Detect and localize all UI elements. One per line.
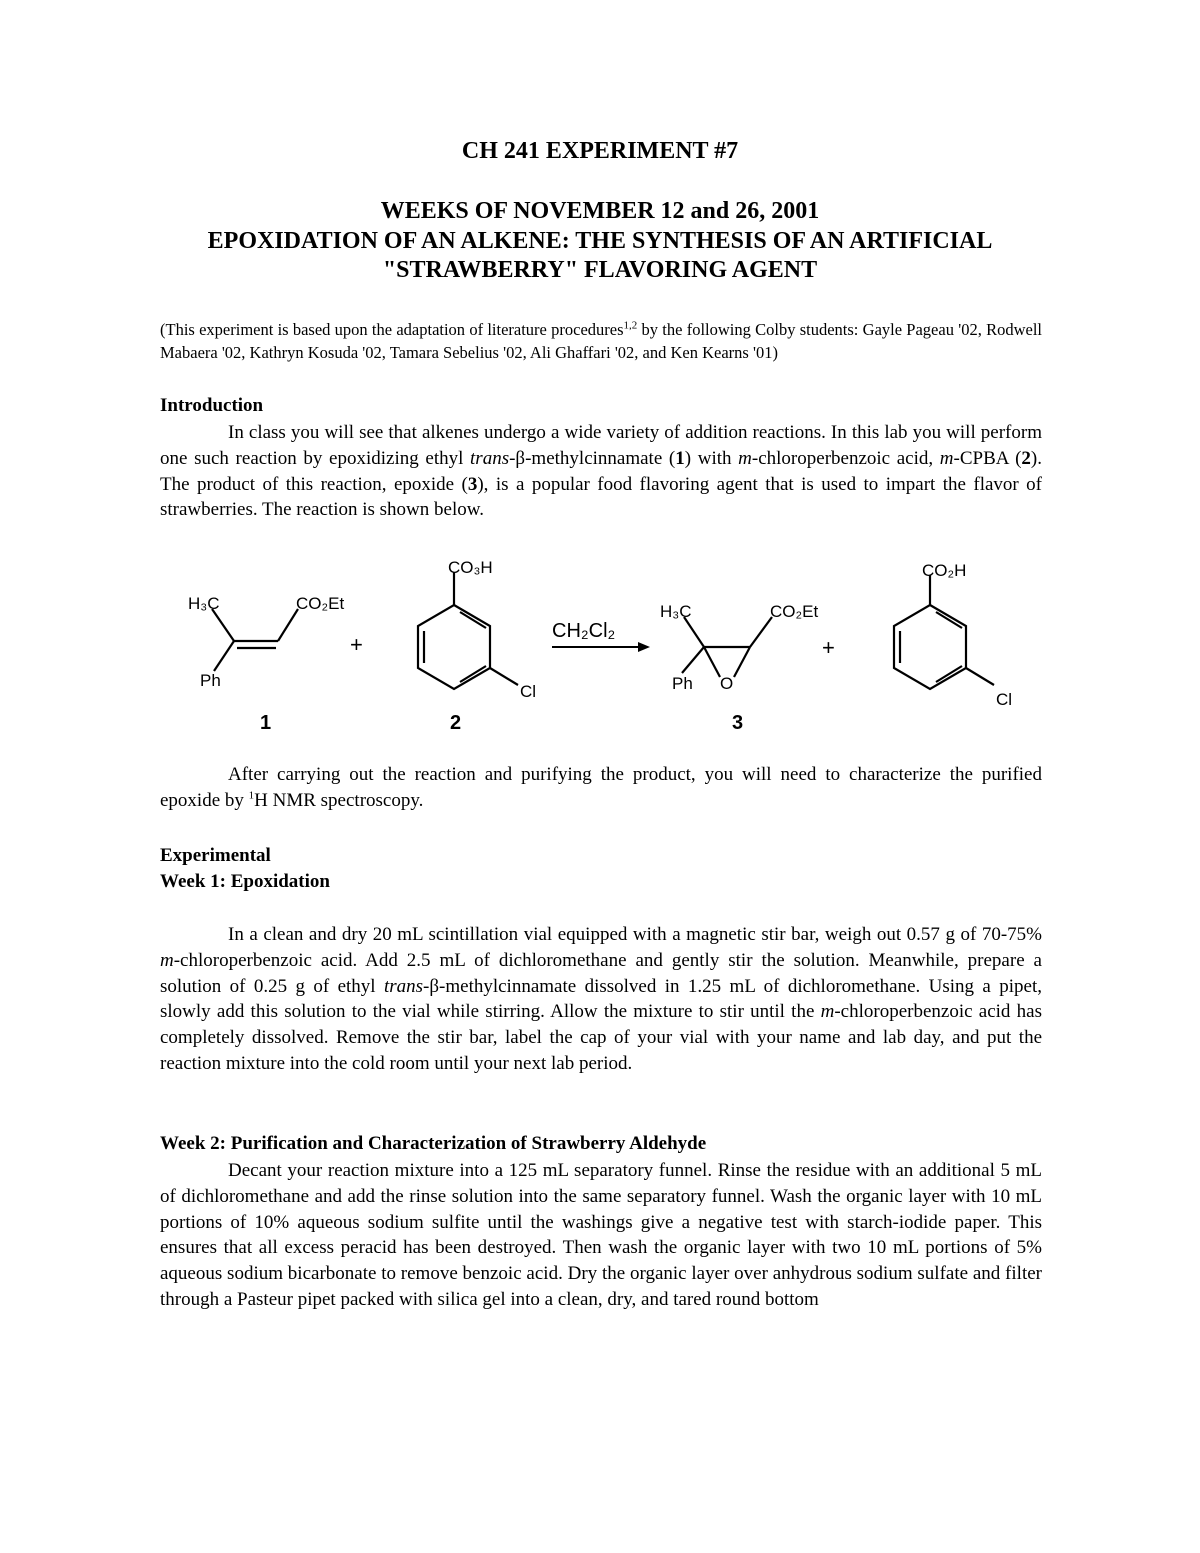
credit-text: (This experiment is based upon the adaptation of literature procedures: [160, 320, 624, 339]
intro-trans: trans: [470, 447, 510, 469]
credit-text-continued: by the following Colby students: Gayle Pageau '02, Rodwell Mabaera '02, Kathryn Kosuda '02, Tamara Sebelius '02, Ali Ghaffari '02, and Ken Kearns '01): [160, 320, 1042, 362]
week1-text-d: -chloroperbenzoic acid has completely dissolved. Remove the stir bar, label the cap of your vial with your name and lab day, and put the reaction mixture into the cold room until your next lab period.: [160, 1001, 1042, 1074]
compound-ref-2: 2: [1021, 447, 1031, 469]
intro-text-f: ). The product of this reaction, epoxide (: [160, 447, 1042, 495]
week2-heading: Week 2: Purification and Characterization of Strawberry Aldehyde: [160, 1133, 707, 1154]
epoxide-h3c: H₃C: [660, 602, 692, 621]
week1-text-a: In a clean and dry 20 mL scintillation vial equipped with a magnetic stir bar, weigh out 0.57 g of 70-75%: [228, 924, 1042, 945]
plus-sign-2: +: [822, 635, 835, 660]
characterization-text-b: H NMR spectroscopy.: [254, 789, 424, 811]
reaction-arrowhead: [638, 642, 650, 652]
intro-text-e: -CPBA (: [953, 447, 1022, 469]
week1-paragraph: [160, 922, 1042, 1077]
week1-meta-2: m: [820, 1001, 835, 1023]
epoxide-ph: Ph: [672, 674, 693, 693]
compound-label-1: 1: [260, 712, 272, 734]
week1-text-b: -chloroperbenzoic acid. Add 2.5 mL of dichloromethane and gently stir the solution. Meanwhile, prepare a solution of 0.25 g of ethyl: [160, 949, 1042, 997]
characterization-text: After carrying out the reaction and purifying the product, you will need to characterize the purified epoxide by: [160, 764, 1042, 811]
experimental-heading: Experimental: [160, 845, 271, 866]
week1-trans: trans: [383, 975, 424, 997]
intro-text-c: ) with: [684, 447, 739, 469]
compound-ref-1: 1: [675, 447, 685, 469]
compound-ref-3: 3: [467, 473, 478, 495]
alkene-co2et: CO₂Et: [296, 594, 345, 613]
epoxide-co2et: CO₂Et: [770, 602, 819, 621]
intro-text-b: -β-methylcinnamate (: [509, 447, 676, 469]
nmr-superscript: 1: [248, 789, 255, 802]
intro-meta-2: m: [939, 447, 954, 469]
reaction-scheme-drawing: [160, 545, 1042, 745]
compound-label-3: 3: [732, 712, 744, 734]
mcpba-cl: Cl: [520, 682, 537, 701]
reagent-label: CH₂Cl₂: [552, 620, 616, 642]
mcba-ring: [894, 575, 994, 689]
week1-meta-1: m: [160, 949, 174, 971]
alkene-ph: Ph: [200, 671, 221, 690]
plus-sign-1: +: [350, 632, 363, 657]
epoxide-oxygen: O: [720, 674, 734, 693]
introduction-heading: Introduction: [160, 395, 264, 416]
experiment-subtitle-line1: EPOXIDATION OF AN ALKENE: THE SYNTHESIS OF AN ARTIFICIAL: [207, 228, 993, 254]
experiment-subtitle-line2: "STRAWBERRY" FLAVORING AGENT: [382, 257, 818, 283]
credit-paragraph: [160, 318, 1042, 364]
introduction-paragraph: [160, 420, 1042, 523]
mcba-co2h: CO₂H: [922, 561, 967, 580]
week1-heading: Week 1: Epoxidation: [160, 871, 330, 892]
mcpba-ring: [418, 572, 518, 689]
weeks-heading: WEEKS OF NOVEMBER 12 and 26, 2001: [380, 198, 820, 224]
intro-text: In class you will see that alkenes undergo a wide variety of addition reactions. In this lab you will perform one such reaction by epoxidizing ethyl: [160, 422, 1042, 469]
week2-paragraph: Decant your reaction mixture into a 125 mL separatory funnel. Rinse the residue with an additional 5 mL of dichloromethane and add the rinse solution into the same separatory funnel. Wash the organic layer with 10 mL portions of 10% aqueous sodium sulfite until the washings give a negative test with starch-iodide paper. This ensures that all excess peracid has been destroyed. Then wash the organic layer with two 10 mL portions of 5% aqueous sodium bicarbonate to remove benzoic acid. Dry the organic layer over anhydrous sodium sulfate and filter through a Pasteur pipet packed with silica gel into a clean, dry, and tared round bottom: [160, 1160, 1042, 1310]
intro-text-d: -chloroperbenzoic acid,: [751, 447, 940, 469]
reference-superscript: 1,2: [623, 319, 638, 332]
intro-text-g: ), is a popular food flavoring agent that is used to impart the flavor of strawberries. The reaction is shown below.: [160, 473, 1042, 521]
reaction-scheme: [160, 545, 1042, 745]
document-title: CH 241 EXPERIMENT #7: [461, 138, 739, 164]
characterization-paragraph: [160, 762, 1042, 814]
alkene-structure: [212, 609, 298, 671]
alkene-h3c: H₃C: [188, 594, 220, 613]
mcpba-co3h: CO₃H: [448, 558, 493, 577]
week1-text-c: -β-methylcinnamate dissolved in 1.25 mL of dichloromethane. Using a pipet, slowly add this solution to the vial while stirring. Allow the mixture to stir until the: [160, 975, 1042, 1023]
compound-label-2: 2: [450, 712, 462, 734]
mcba-cl: Cl: [996, 690, 1013, 709]
epoxide-structure: [682, 617, 772, 677]
intro-meta-1: m: [738, 447, 752, 469]
